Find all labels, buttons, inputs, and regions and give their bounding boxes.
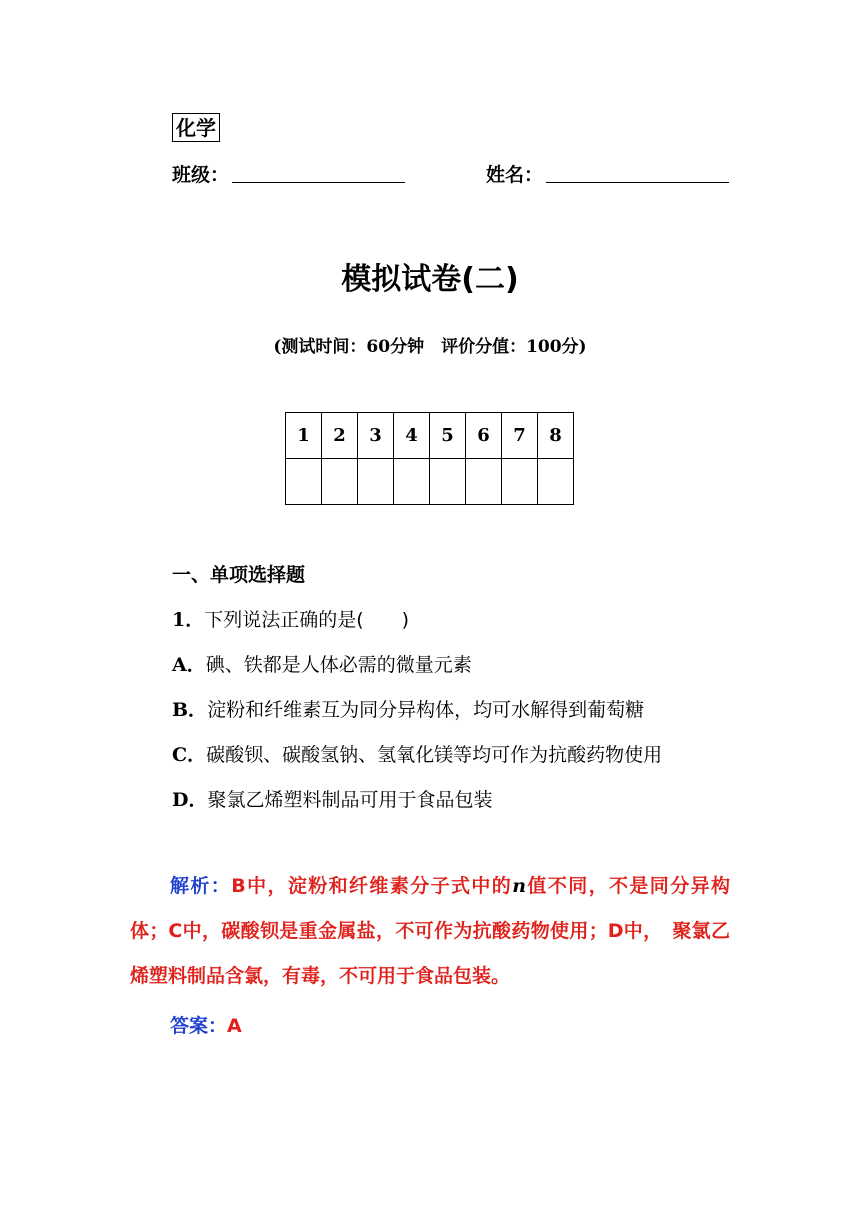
option-key: A． <box>172 654 206 676</box>
section-title: 一、单项选择题 <box>172 564 306 586</box>
question-text: 下列说法正确的是( ) <box>204 609 410 631</box>
answer-cell[interactable] <box>502 459 538 505</box>
answer-cell[interactable] <box>394 459 430 505</box>
score-number: 3 <box>358 413 394 459</box>
option-key: D． <box>172 789 208 811</box>
score-number: 6 <box>466 413 502 459</box>
analysis-variable: n <box>512 875 527 897</box>
answer-line <box>170 1011 242 1038</box>
option-key: B． <box>172 699 208 721</box>
name-label: 姓名： <box>486 164 544 186</box>
score-header-row <box>286 413 574 459</box>
analysis-paragraph <box>130 864 730 999</box>
option-text: 碳酸钡、碳酸氢钠、氢氧化镁等均可作为抗酸药物使用 <box>206 744 663 766</box>
answer-value: A <box>227 1015 242 1037</box>
class-blank[interactable] <box>232 182 405 183</box>
score-number: 5 <box>430 413 466 459</box>
option-text: 聚氯乙烯塑料制品可用于食品包装 <box>207 789 493 811</box>
score-number: 1 <box>286 413 322 459</box>
answer-cell[interactable] <box>286 459 322 505</box>
name-blank[interactable] <box>546 182 729 183</box>
score-number: 2 <box>322 413 358 459</box>
option-b[interactable] <box>172 695 644 722</box>
question-number: 1． <box>172 609 205 631</box>
option-d[interactable] <box>172 785 493 812</box>
option-c[interactable] <box>172 740 662 767</box>
answer-label: 答案： <box>170 1015 228 1037</box>
answer-cell[interactable] <box>538 459 574 505</box>
option-text: 碘、铁都是人体必需的微量元素 <box>205 654 472 676</box>
answer-cell[interactable] <box>430 459 466 505</box>
subject-tag: 化学 <box>172 113 220 142</box>
answer-cell[interactable] <box>358 459 394 505</box>
exam-meta: (测试时间：60分钟 评价分值：100分) <box>273 337 587 357</box>
option-a[interactable] <box>172 650 472 677</box>
score-answer-row <box>286 459 574 505</box>
page-title: 模拟试卷(二) <box>341 262 519 297</box>
class-label: 班级： <box>172 164 230 186</box>
score-number: 8 <box>538 413 574 459</box>
answer-cell[interactable] <box>322 459 358 505</box>
score-number: 7 <box>502 413 538 459</box>
analysis-text-1: B中，淀粉和纤维素分子式中的 <box>231 875 513 897</box>
answer-cell[interactable] <box>466 459 502 505</box>
analysis-text-2: 值不同，不是同分异构体；C中，碳酸钡是重金属盐，不可作为抗酸药物使用；D中， 聚氯乙烯塑料制品含氯，有毒，不可用于食品包装。 <box>130 875 730 987</box>
option-key: C． <box>172 744 207 766</box>
score-number: 4 <box>394 413 430 459</box>
question-stem <box>172 605 409 632</box>
option-text: 淀粉和纤维素互为同分异构体，均可水解得到葡萄糖 <box>207 699 645 721</box>
analysis-label: 解析： <box>170 875 232 897</box>
score-table <box>285 412 574 505</box>
